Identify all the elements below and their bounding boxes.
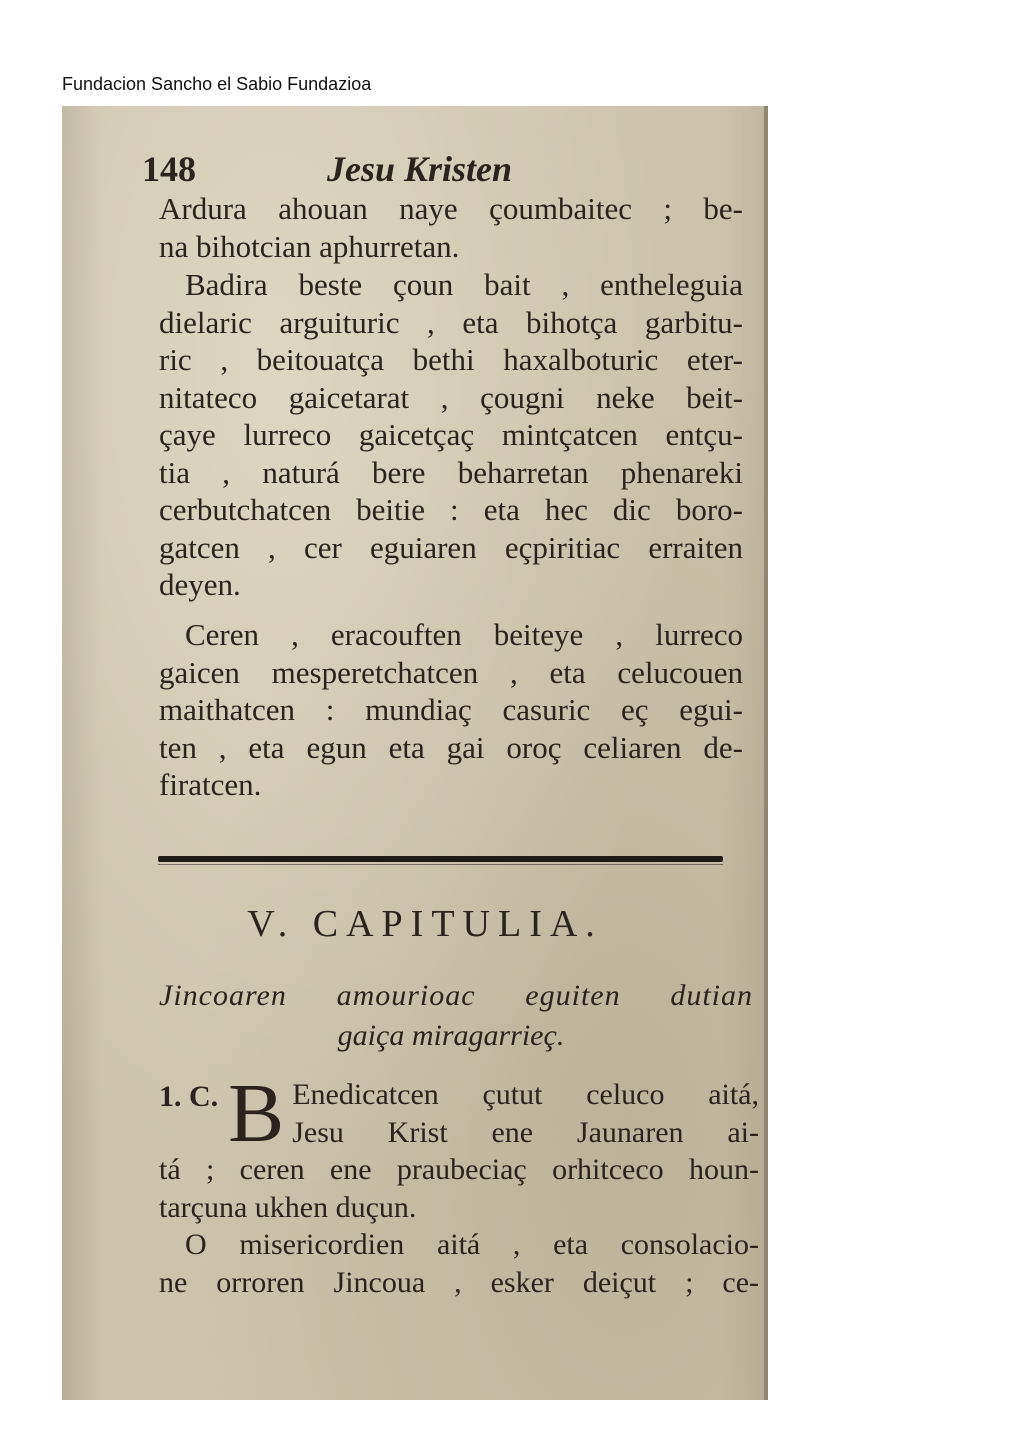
text-line: Enedicatcen çutut celuco aitá, xyxy=(292,1078,759,1111)
text-line: ten , eta egun eta gai oroç celiaren de- xyxy=(159,729,743,765)
text-line: gatcen , cer eguiaren eçpiritiac erraiten xyxy=(159,529,743,565)
text-line: çaye lurreco gaicetçaç mintçatcen entçu- xyxy=(159,417,743,452)
text-line: nitateco gaicetarat , çougni neke beit- xyxy=(159,379,743,415)
text-line: maithatcen : mundiaç casuric eç egui- xyxy=(159,692,743,727)
text-line: tia , naturá bere beharretan phenareki xyxy=(159,454,743,490)
text-line: cerbutchatcen beitie : eta hec dic boro- xyxy=(159,492,743,527)
paragraph-2 xyxy=(159,266,743,604)
text-line: Badira beste çoun bait , entheleguia xyxy=(185,267,743,302)
paragraph-3 xyxy=(159,616,743,804)
text-line: deyen. xyxy=(159,567,241,602)
chapter-subtitle xyxy=(159,976,753,1056)
text-line: Ceren , eracouften beiteye , lurreco xyxy=(185,617,743,652)
chapter-title: V. CAPITULIA. xyxy=(247,903,603,945)
running-title: Jesu Kristen xyxy=(327,149,513,189)
scanned-page xyxy=(62,106,768,1400)
drop-cap: B xyxy=(228,1067,285,1160)
text-line: Jesu Krist ene Jaunaren ai- xyxy=(292,1115,759,1149)
text-line: tarçuna ukhen duçun. xyxy=(159,1190,417,1224)
text-line: firatcen. xyxy=(159,767,262,802)
text-line: O misericordien aitá , eta consolacio- xyxy=(185,1228,759,1261)
section-label: 1. C. xyxy=(159,1080,219,1113)
text-line: gaicen mesperetchatcen , eta celucouen xyxy=(159,654,743,690)
source-header: Fundacion Sancho el Sabio Fundazioa xyxy=(62,74,372,94)
subtitle-line: Jincoaren amourioac eguiten dutian xyxy=(159,979,753,1012)
text-line: na bihotcian aphurretan. xyxy=(159,228,460,264)
page-number: 148 xyxy=(142,149,196,189)
text-line: ne orroren Jincoua , esker deiçut ; ce- xyxy=(159,1265,759,1299)
section-divider xyxy=(158,856,723,862)
section-1 xyxy=(159,1067,759,1301)
paragraph-1 xyxy=(159,190,743,265)
subtitle-line: gaiça miragarrieç. xyxy=(337,1019,565,1052)
text-line: tá ; ceren ene praubeciaç orhitceco houn- xyxy=(159,1153,759,1186)
text-line: ric , beitouatça bethi haxalboturic eter- xyxy=(159,342,743,377)
text-line: Ardura ahouan naye çoumbaitec ; be- xyxy=(159,191,743,226)
page-edge xyxy=(764,106,768,1400)
text-line: dielaric arguituric , eta bihotça garbitu- xyxy=(159,304,743,340)
